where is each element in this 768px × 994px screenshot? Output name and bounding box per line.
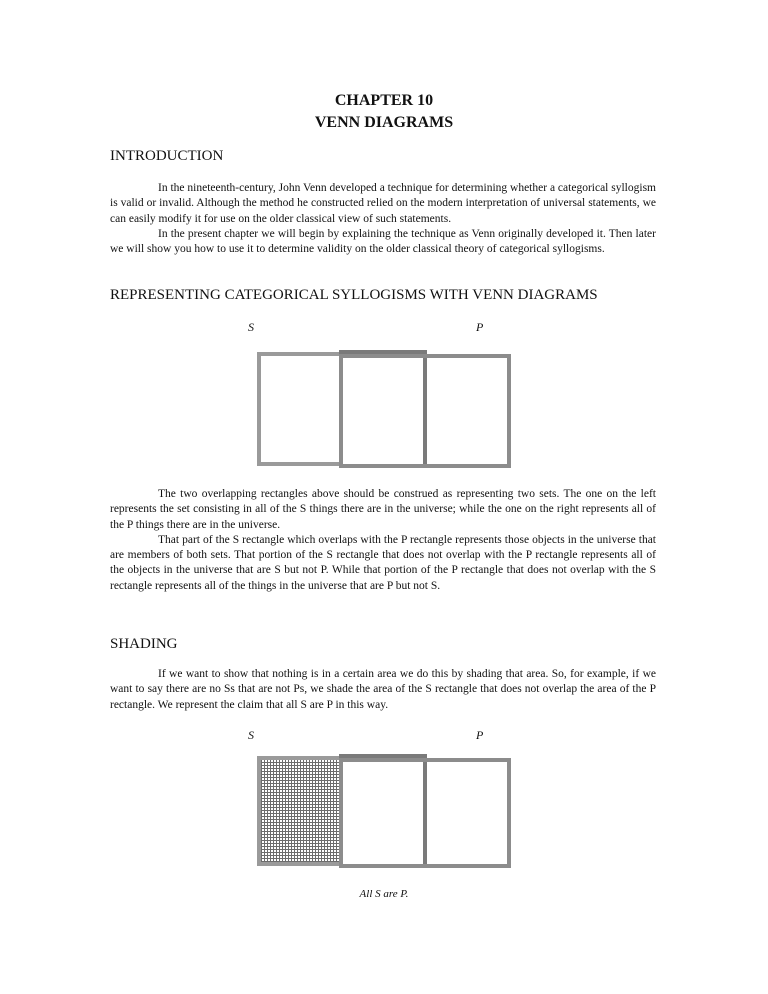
introduction-text [110, 181, 656, 257]
representing-text [110, 487, 656, 594]
introduction-paragraph-1: In the nineteenth-century, John Venn developed a technique for determining whether a categorical syllogism is valid or invalid. Although the method he constructed relied on the modern interpretation of universal statements, we can easily modify it for use on the older classical view of such statements. [110, 182, 656, 225]
introduction-paragraph-2: In the present chapter we will begin by explaining the technique as Venn originally developed it. Then later we will show you how to use it to determine validity on the older classical theory of categorical syllogisms. [110, 227, 656, 256]
representing-heading: REPRESENTING CATEGORICAL SYLLOGISMS WITH VENN DIAGRAMS [110, 287, 598, 303]
chapter-number: CHAPTER 10 [334, 92, 434, 109]
shading-heading: SHADING [110, 636, 178, 652]
introduction-heading: INTRODUCTION [110, 148, 224, 164]
shading-text [110, 667, 656, 713]
shading-paragraph-1: If we want to show that nothing is in a certain area we do this by shading that area. So, for example, if we want to say there are no Ss that are not Ps, we shade the area of the S rectangle that does not overlap the area of the P rectangle. We represent the claim that all S are P in this way. [110, 668, 656, 711]
diagram1-label-s: S [248, 320, 254, 334]
chapter-title: VENN DIAGRAMS [314, 114, 454, 131]
diagram2-label-s: S [248, 728, 254, 742]
p-rectangle [339, 758, 511, 868]
diagram1-label-p: P [476, 320, 484, 334]
diagram2-caption: All S are P. [359, 888, 409, 900]
representing-paragraph-1: The two overlapping rectangles above should be construed as representing two sets. The one on the left represents the set consisting in all of the S things there are in the universe; while the one on the right represents all of the P things there are in the universe. [110, 488, 656, 531]
representing-paragraph-2: That part of the S rectangle which overlaps with the P rectangle represents those objects in the universe that are members of both sets. That portion of the S rectangle that does not overlap with the P rectangle represents all of the objects in the universe that are S but not P. While that portion of the P rectangle that does not overlap with the S rectangle represents all of the things in the universe that are P but not S. [110, 533, 656, 592]
diagram2-label-p: P [476, 728, 484, 742]
p-rectangle [339, 354, 511, 468]
venn-diagram-basic [255, 350, 515, 472]
venn-diagram-shaded [255, 754, 515, 876]
